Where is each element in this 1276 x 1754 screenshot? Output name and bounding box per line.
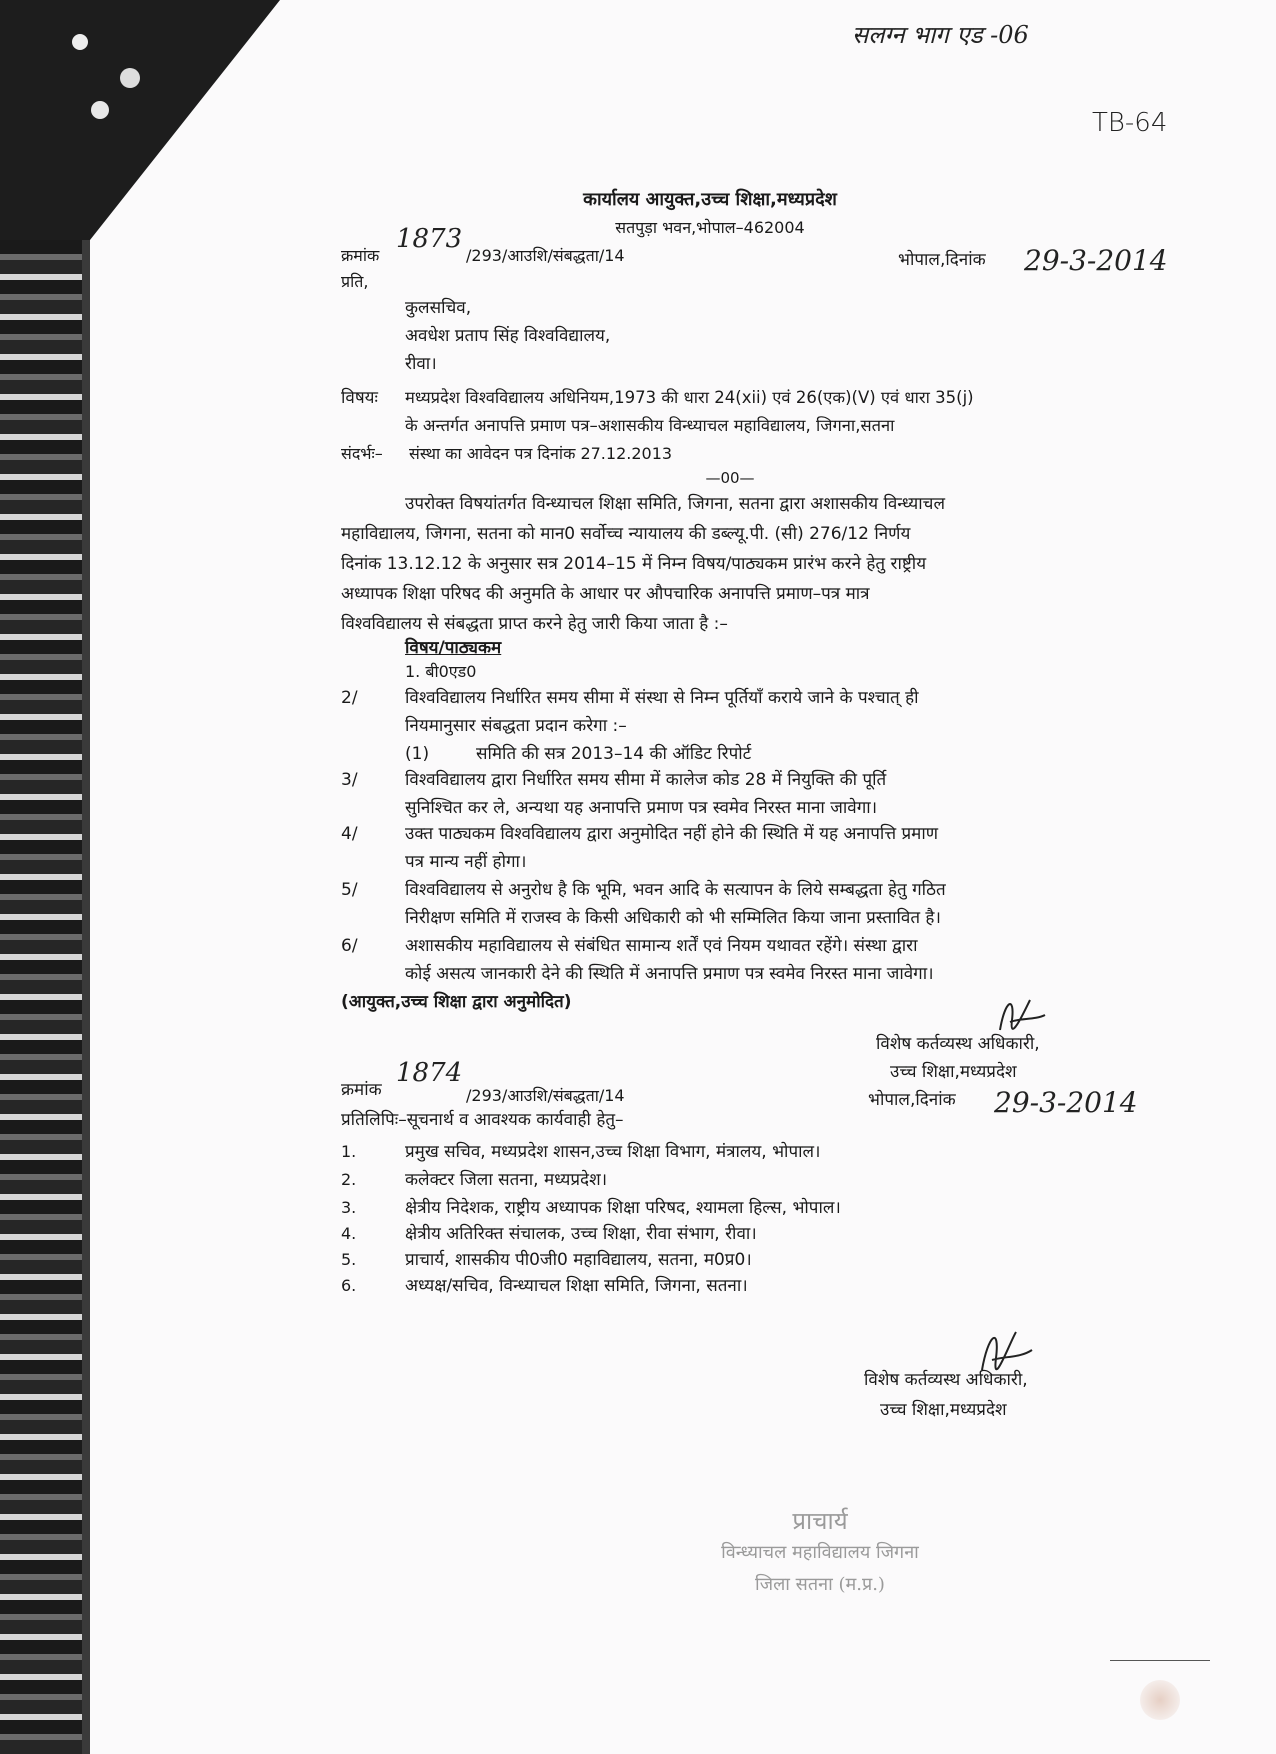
- condition-6-num: 6/: [341, 936, 358, 956]
- subject-line1: मध्यप्रदेश विश्वविद्यालय अधिनियम,1973 की धारा 24(xii) एवं 26(एक)(V) एवं धारा 35(j): [405, 388, 974, 407]
- reference-label: संदर्भः–: [341, 444, 383, 463]
- condition-4-line2: पत्र मान्य नहीं होगा।: [405, 852, 527, 872]
- scan-dark-corner: [0, 0, 280, 240]
- handwritten-top-note: सलग्न भाग एड -06: [852, 21, 1029, 49]
- recipient-line1: कुलसचिव,: [405, 298, 472, 318]
- condition-5-num: 5/: [341, 880, 358, 900]
- ref1-number: 1873: [396, 224, 463, 254]
- sub-condition-text: समिति की सत्र 2013–14 की ऑडिट रिपोर्ट: [476, 744, 752, 764]
- stamp-line1: प्राचार्य: [792, 1507, 848, 1535]
- signature-2-department: उच्च शिक्षा,मध्यप्रदेश: [880, 1400, 1007, 1420]
- course-heading: विषय/पाठ्यकम: [405, 638, 502, 658]
- handwritten-tb-code: TB-64: [1092, 108, 1168, 138]
- condition-2-num: 2/: [341, 688, 358, 708]
- stamp-line2: विन्ध्याचल महाविद्यालय जिगना: [721, 1542, 919, 1563]
- condition-3-line1: विश्वविद्यालय द्वारा निर्धारित समय सीमा में कालेज कोड 28 में नियुक्ति की पूर्ति: [405, 770, 887, 790]
- ref1-prefix: क्रमांक: [341, 246, 380, 265]
- recipient-line3: रीवा।: [405, 354, 437, 374]
- reference-text: संस्था का आवेदन पत्र दिनांक 27.12.2013: [409, 444, 673, 463]
- copy-item-4-num: 4.: [341, 1224, 357, 1243]
- scan-mark-line: [1110, 1660, 1210, 1661]
- ref1-place-date: भोपाल,दिनांक: [898, 250, 986, 270]
- copy-item-6-num: 6.: [341, 1276, 357, 1295]
- copy-item-5-num: 5.: [341, 1250, 357, 1269]
- office-title: कार्यालय आयुक्त,उच्च शिक्षा,मध्यप्रदेश: [583, 189, 837, 210]
- copy-item-1-num: 1.: [341, 1142, 357, 1161]
- signature-1-department: उच्च शिक्षा,मध्यप्रदेश: [890, 1062, 1017, 1082]
- ref2-number: 1874: [396, 1058, 463, 1088]
- condition-5-line2: निरीक्षण समिति में राजस्व के किसी अधिकारी को भी सम्मिलित किया जाना प्रस्तावित है।: [405, 908, 941, 928]
- condition-6-line1: अशासकीय महाविद्यालय से संबंधित सामान्य शर्तें एवं नियम यथावत रहेंगे। संस्था द्वारा: [405, 936, 918, 956]
- copy-item-2-num: 2.: [341, 1170, 357, 1189]
- condition-2-line2: नियमानुसार संबद्धता प्रदान करेगा :–: [405, 716, 627, 736]
- condition-3-line2: सुनिश्चित कर ले, अन्यथा यह अनापत्ति प्रमाण पत्र स्वमेव निरस्त माना जावेगा।: [405, 798, 878, 818]
- scan-binding-edge-inner: [82, 0, 90, 1754]
- recipient-line2: अवधेश प्रताप सिंह विश्वविद्यालय,: [405, 326, 611, 346]
- scan-stain: [1140, 1680, 1180, 1720]
- condition-3-num: 3/: [341, 770, 358, 790]
- ref2-place-date: भोपाल,दिनांक: [868, 1090, 956, 1110]
- ref2-prefix: क्रमांक: [341, 1080, 382, 1100]
- body-line-4: अध्यापक शिक्षा परिषद की अनुमति के आधार पर औपचारिक अनापत्ति प्रमाण–पत्र मात्र: [341, 584, 870, 604]
- scan-binding-edge: [0, 0, 82, 1754]
- ref2-suffix: /293/आउशि/संबद्धता/14: [466, 1086, 625, 1105]
- condition-6-line2: कोई असत्य जानकारी देने की स्थिति में अनापत्ति प्रमाण पत्र स्वमेव निरस्त माना जावेगा।: [405, 964, 934, 984]
- copy-item-4-text: क्षेत्रीय अतिरिक्त संचालक, उच्च शिक्षा, रीवा संभाग, रीवा।: [405, 1224, 757, 1244]
- to-label: प्रति,: [341, 272, 369, 291]
- condition-5-line1: विश्वविद्यालय से अनुरोध है कि भूमि, भवन आदि के सत्यापन के लिये सम्बद्धता हेतु गठित: [405, 880, 946, 900]
- condition-4-num: 4/: [341, 824, 358, 844]
- signature-2-designation: विशेष कर्तव्यस्थ अधिकारी,: [864, 1370, 1028, 1390]
- subject-line2: के अन्तर्गत अनापत्ति प्रमाण पत्र–अशासकीय विन्ध्याचल महाविद्यालय, जिगना,सतना: [405, 416, 895, 435]
- body-line-1: उपरोक्त विषयांतर्गत विन्ध्याचल शिक्षा समिति, जिगना, सतना द्वारा अशासकीय विन्ध्याचल: [405, 494, 945, 514]
- ref2-date: 29-3-2014: [994, 1086, 1138, 1119]
- ref1-suffix: /293/आउशि/संबद्धता/14: [466, 246, 625, 265]
- signature-1-designation: विशेष कर्तव्यस्थ अधिकारी,: [876, 1034, 1040, 1054]
- body-line-5: विश्वविद्यालय से संबद्धता प्राप्त करने हेतु जारी किया जाता है :–: [341, 614, 728, 634]
- subject-label: विषयः: [341, 388, 378, 408]
- copy-item-3-num: 3.: [341, 1198, 357, 1217]
- ref1-date: 29-3-2014: [1024, 244, 1168, 277]
- approval-note: (आयुक्त,उच्च शिक्षा द्वारा अनुमोदित): [341, 992, 572, 1012]
- copy-item-5-text: प्राचार्य, शासकीय पी0जी0 महाविद्यालय, सतना, म0प्र0।: [405, 1250, 752, 1270]
- copy-item-6-text: अध्यक्ष/सचिव, विन्ध्याचल शिक्षा समिति, जिगना, सतना।: [405, 1276, 748, 1296]
- office-address: सतपुड़ा भवन,भोपाल–462004: [615, 218, 805, 237]
- course-item: 1. बी0एड0: [405, 662, 477, 681]
- copy-to-heading: प्रतिलिपिः–सूचनार्थ व आवश्यक कार्यवाही हेतु–: [341, 1110, 624, 1130]
- sub-condition-num: (1): [405, 744, 430, 764]
- body-line-3: दिनांक 13.12.12 के अनुसार सत्र 2014–15 में निम्न विषय/पाठ्यकम प्रारंभ करने हेतु राष्ट्रीय: [341, 554, 927, 574]
- copy-item-2-text: कलेक्टर जिला सतना, मध्यप्रदेश।: [405, 1170, 608, 1190]
- separator: —00—: [705, 469, 755, 487]
- condition-2-line1: विश्वविद्यालय निर्धारित समय सीमा में संस्था से निम्न पूर्तियाँ कराये जाने के पश्चात् ही: [405, 688, 919, 708]
- body-line-2: महाविद्यालय, जिगना, सतना को मान0 सर्वोच्च न्यायालय की डब्ल्यू.पी. (सी) 276/12 निर्णय: [341, 524, 911, 544]
- copy-item-3-text: क्षेत्रीय निदेशक, राष्ट्रीय अध्यापक शिक्षा परिषद, श्यामला हिल्स, भोपाल।: [405, 1198, 841, 1218]
- copy-item-1-text: प्रमुख सचिव, मध्यप्रदेश शासन,उच्च शिक्षा विभाग, मंत्रालय, भोपाल।: [405, 1142, 821, 1162]
- stamp-line3: जिला सतना (म.प्र.): [755, 1574, 885, 1595]
- condition-4-line1: उक्त पाठ्यकम विश्वविद्यालय द्वारा अनुमोदित नहीं होने की स्थिति में यह अनापत्ति प्रमाण: [405, 824, 939, 844]
